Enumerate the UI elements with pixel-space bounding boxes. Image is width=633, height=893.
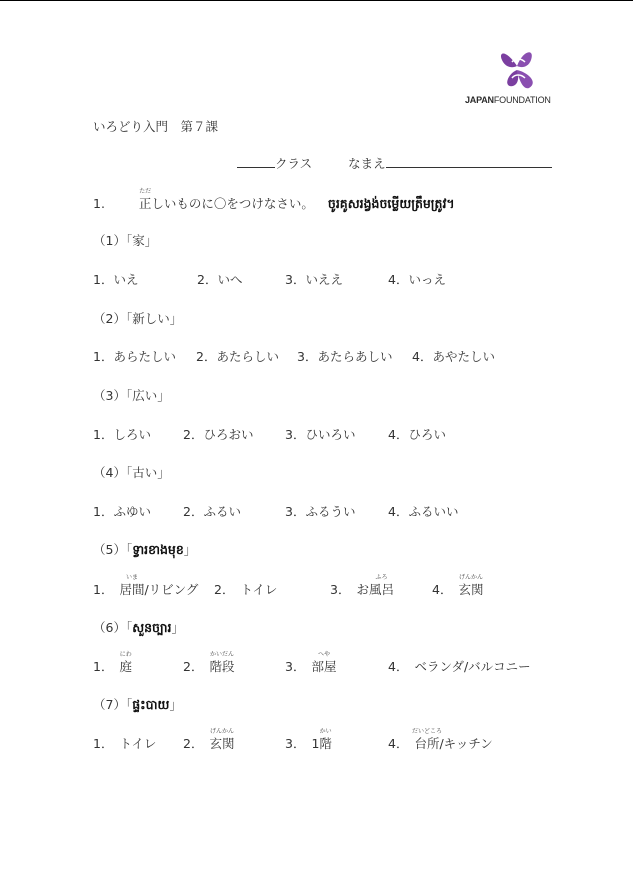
kanji-with-furigana: いま 居間 — [119, 574, 145, 597]
option-number: 2． — [183, 736, 204, 751]
answer-option[interactable]: 3．ふるうい — [285, 504, 356, 519]
kanji-with-furigana: にわ 庭 — [119, 651, 132, 674]
class-name-line — [237, 156, 552, 172]
answer-option[interactable]: 2．いへ — [197, 272, 243, 287]
name-label: なまえ — [348, 156, 386, 171]
answer-option[interactable]: 4．あやたしい — [412, 349, 495, 364]
answer-option[interactable]: 3．あたらあしい — [297, 349, 393, 364]
answer-option[interactable] — [285, 728, 332, 752]
option-number: 3． — [285, 736, 306, 751]
option-text: /キッチン — [439, 736, 493, 751]
instruction-kanji: ただ 正 — [138, 188, 152, 211]
answer-option[interactable]: 4．ひろい — [388, 427, 446, 442]
option-text: トイレ — [240, 582, 278, 597]
answer-option[interactable] — [285, 651, 337, 675]
option-number: 1． — [93, 736, 114, 751]
answer-option[interactable] — [388, 728, 493, 752]
answer-option[interactable] — [93, 736, 156, 752]
option-text: トイレ — [119, 736, 157, 751]
answer-option[interactable]: 2．あたらしい — [196, 349, 279, 364]
japan-foundation-logo — [465, 44, 555, 108]
name-blank[interactable] — [386, 156, 552, 168]
option-number: 2． — [183, 659, 204, 674]
option-text: ベランダ/バルコニー — [414, 659, 531, 674]
top-border — [0, 0, 633, 1]
answer-option[interactable] — [183, 651, 235, 675]
class-blank[interactable] — [237, 156, 275, 168]
option-number: 3． — [330, 582, 351, 597]
instruction-number: 1. — [93, 196, 105, 211]
instruction-line — [93, 188, 455, 212]
question-label: （5）「ទ្វារខាងមុខ」 — [93, 542, 197, 557]
answer-option[interactable]: 3．いええ — [285, 272, 343, 287]
instruction-text: しいものに〇をつけなさい。 — [151, 196, 314, 211]
kanji-with-furigana: かい 階 — [319, 728, 332, 751]
answer-option[interactable] — [93, 651, 132, 675]
answer-option[interactable]: 4．ふるいい — [388, 504, 459, 519]
question-label: （1）「家」 — [93, 233, 158, 248]
answer-option[interactable]: 1．しろい — [93, 427, 151, 442]
answer-option[interactable] — [330, 574, 394, 598]
answer-option[interactable] — [432, 574, 484, 598]
answer-option[interactable] — [388, 659, 531, 675]
question-label: （6）「សួនច្បារ」 — [93, 620, 184, 635]
option-number: 2． — [214, 582, 235, 597]
instruction-khmer: ចូរគូសរង្វង់ចម្លើយត្រឹមត្រូវ។ — [327, 196, 455, 211]
answer-option[interactable]: 1．あらたしい — [93, 349, 176, 364]
class-label: クラス — [275, 156, 313, 171]
answer-option[interactable] — [214, 582, 277, 598]
answer-option[interactable]: 2．ひろおい — [183, 427, 254, 442]
answer-option[interactable] — [93, 574, 199, 598]
kanji-with-furigana: かいだん 階段 — [209, 651, 235, 674]
kanji-with-furigana: げんかん 玄関 — [209, 728, 235, 751]
question-label: （2）「新しい」 — [93, 311, 183, 326]
answer-option[interactable]: 3．ひいろい — [285, 427, 356, 442]
logo-wordmark: JAPANFOUNDATION — [465, 95, 551, 105]
question-label: （7）「ផ្ទះបាយ」 — [93, 697, 182, 712]
question-label: （3）「広い」 — [93, 388, 170, 403]
option-number: 4． — [388, 736, 409, 751]
kanji-with-furigana: げんかん 玄関 — [458, 574, 484, 597]
answer-option[interactable]: 4．いっえ — [388, 272, 446, 287]
option-text: お — [356, 582, 369, 597]
option-number: 4． — [388, 659, 409, 674]
option-number: 3． — [285, 659, 306, 674]
option-text: /リビング — [144, 582, 199, 597]
kanji-with-furigana: ふろ 風呂 — [368, 574, 394, 597]
course-title: いろどり入門 第７課 — [93, 119, 219, 134]
butterfly-icon — [495, 44, 541, 92]
answer-option[interactable]: 1．いえ — [93, 272, 139, 287]
answer-option[interactable]: 2．ふるい — [183, 504, 241, 519]
question-label: （4）「古い」 — [93, 465, 170, 480]
answer-option[interactable]: 1．ふゆい — [93, 504, 151, 519]
answer-option[interactable] — [183, 728, 235, 752]
option-number: 1． — [93, 582, 114, 597]
kanji-with-furigana: だいどころ 台所 — [411, 728, 442, 751]
kanji-with-furigana: へや 部屋 — [311, 651, 337, 674]
option-number: 1． — [93, 659, 114, 674]
option-number: 4． — [432, 582, 453, 597]
option-text: 1 — [311, 736, 320, 751]
